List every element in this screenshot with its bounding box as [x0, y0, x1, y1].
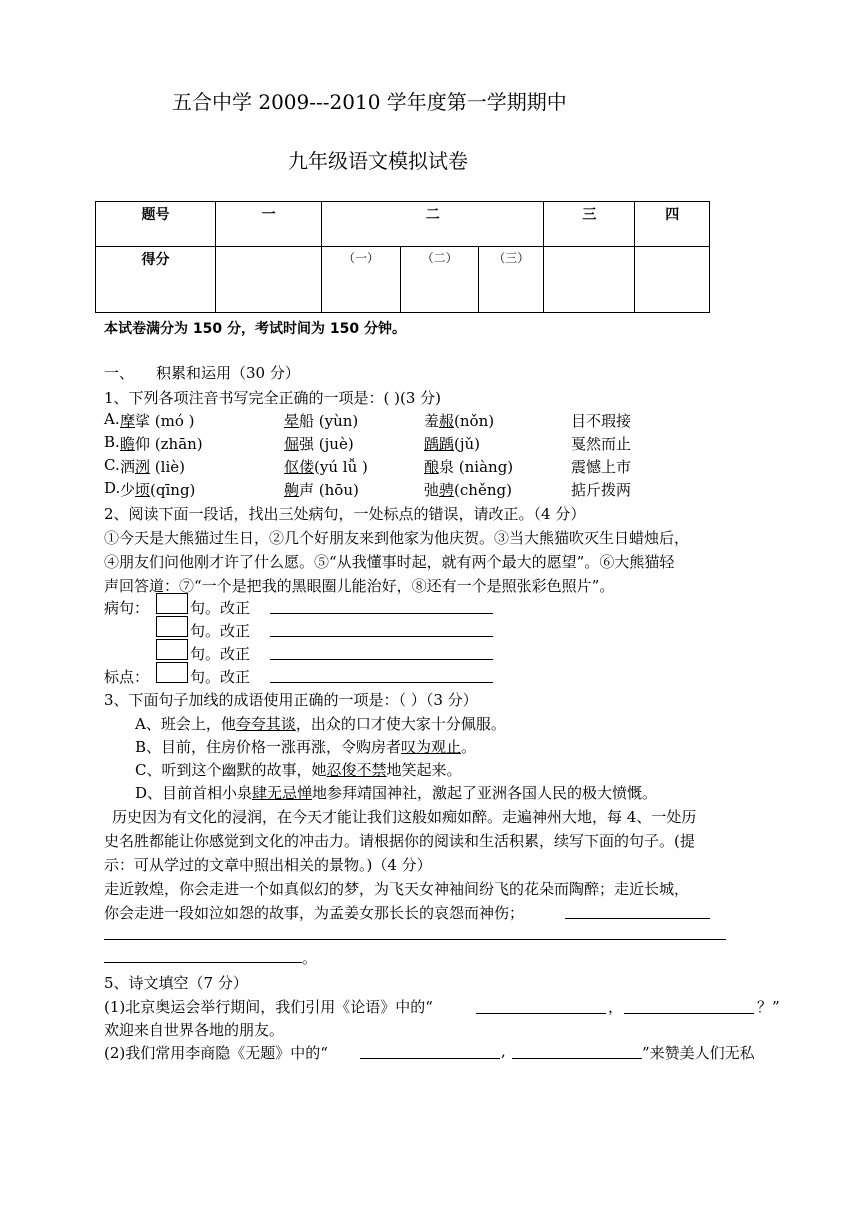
option-word-1: (qīng)	[150, 481, 196, 499]
option-text: 。	[461, 738, 477, 756]
underlined-char: 赧	[439, 412, 455, 430]
option-word-4: 震憾上市	[571, 458, 632, 476]
option-word-4: 目不瑕接	[571, 412, 632, 430]
q2-passage-line3: 声回答道：⑦“一个是把我的黑眼圈儿能治好，⑧还有一个是照张彩色照片”。	[104, 577, 615, 595]
q5-item2-blank-1[interactable]	[360, 1058, 500, 1059]
q2-fill-text: 句。改正	[190, 668, 251, 686]
q4-line4: 走近敦煌，你会走进一个如真似幻的梦，为飞天女神袖间纷飞的花朵而陶醉；走近长城，	[104, 880, 690, 898]
underlined-idiom: 夸夸其谈	[235, 715, 296, 733]
q4-line3: 示：可从学过的文章中照出相关的景物。)（4 分）	[104, 856, 432, 874]
underlined-char: 顷	[135, 481, 151, 499]
underlined-char: 摩	[120, 412, 136, 430]
underlined-char: 酿	[424, 458, 440, 476]
underlined-idiom: 忍俊不禁	[326, 761, 387, 779]
underlined-char: 晕	[284, 412, 300, 430]
option-text: D、目前首相小泉	[135, 784, 253, 802]
q4-answer-line-2[interactable]	[104, 939, 726, 940]
option-word-2: 船 (yùn)	[299, 412, 359, 430]
option-text: B、目前，住房价格一涨再涨，令购房者	[135, 738, 402, 756]
q5-item1-line2: 欢迎来自世界各地的朋友。	[104, 1021, 285, 1039]
underlined-char: 骋	[439, 481, 455, 499]
q5-item1-sep: ，	[608, 998, 624, 1016]
q3-stem: 3、下面句子加线的成语使用正确的一项是：（ ）（3 分）	[104, 691, 478, 709]
exam-title-line1: 五合中学 2009---2010 学年度第一学期期中	[172, 90, 567, 114]
option-label: A.	[104, 410, 120, 428]
underlined-idiom: 叹为观止	[401, 738, 462, 756]
q2-label-punctuation: 标点：	[104, 668, 150, 686]
option-text: ，出众的口才使大家十分佩服。	[295, 715, 506, 733]
q5-item1-end: ？”	[757, 998, 780, 1016]
q5-item1-blank-1[interactable]	[476, 1013, 606, 1014]
option-word-2: (yú lǚ )	[314, 458, 368, 476]
underlined-char: 瞻	[120, 435, 136, 453]
option-word-1-prefix: 少	[120, 481, 136, 499]
option-word-4: 戛然而止	[571, 435, 632, 453]
q3-option-a[interactable]	[135, 713, 506, 734]
q5-stem: 5、诗文填空（7 分）	[104, 974, 248, 992]
score-cell-section-4[interactable]	[635, 247, 710, 313]
score-cell-section-1[interactable]	[216, 247, 322, 313]
q5-item2-prefix: (2)我们常用李商隐《无题》中的“	[104, 1044, 328, 1062]
option-word-3-prefix: 羞	[424, 412, 440, 430]
q2-correction-line-4[interactable]	[270, 682, 493, 683]
q2-stem: 2、阅读下面一段话，找出三处病句，一处标点的错误，请改正。（4 分）	[104, 505, 586, 523]
q2-answer-box-4[interactable]	[156, 662, 188, 683]
score-cell-sub-2[interactable]: （二）	[400, 247, 479, 313]
q2-fill-text: 句。改正	[190, 645, 251, 663]
section1-heading: 积累和运用（30 分）	[156, 364, 300, 382]
q5-item1-prefix: (1)北京奥运会举行期间，我们引用《论语》中的“	[104, 998, 433, 1016]
score-cell-section-3[interactable]	[544, 247, 635, 313]
option-word-2: 强 (juè)	[299, 435, 354, 453]
underlined-char: 倔	[284, 435, 300, 453]
option-word-3: (chěng)	[454, 481, 512, 499]
option-text: 地笑起来。	[386, 761, 462, 779]
option-word-3-prefix: 弛	[424, 481, 440, 499]
q3-option-d[interactable]	[135, 782, 657, 803]
header-cell-section-4: 四	[635, 202, 710, 247]
score-cell-sub-3[interactable]: （三）	[479, 247, 544, 313]
q5-item2-end: ”来赞美人们无私	[642, 1044, 755, 1062]
q4-end-mark: 。	[302, 949, 318, 967]
underlined-char: 踽踽	[424, 435, 455, 453]
option-word-4: 掂斤拨两	[571, 481, 632, 499]
option-word-1: 挲 (mó )	[135, 412, 195, 430]
option-word-1: (liè)	[150, 458, 185, 476]
score-label-cell: 得分	[96, 247, 216, 313]
section1-number: 一、	[104, 364, 135, 382]
option-word-3: (nǒn)	[454, 412, 495, 430]
header-cell-section-1: 一	[216, 202, 322, 247]
q2-passage-line2: ④朋友们问他刚才许了什么愿。⑤“从我懂事时起，就有两个最大的愿望”。⑥大熊猫轻	[104, 553, 675, 571]
q5-item1-blank-2[interactable]	[624, 1013, 754, 1014]
exam-notice: 本试卷满分为 150 分，考试时间为 150 分钟。	[104, 321, 406, 337]
option-text: A、班会上，他	[135, 715, 236, 733]
score-table	[95, 201, 710, 313]
option-word-1: 仰 (zhān)	[135, 435, 203, 453]
underlined-idiom: 肆无忌惮	[252, 784, 313, 802]
q2-answer-box-2[interactable]	[156, 616, 188, 637]
q5-item2-sep: ,	[501, 1042, 506, 1060]
exam-title-line2: 九年级语文模拟试卷	[288, 149, 468, 173]
q4-line2: 史名胜都能让你感觉到文化的冲击力。请根据你的阅读和生活积累，续写下面的句子。(提	[104, 832, 695, 850]
header-cell-section-2: 二	[322, 202, 544, 247]
underlined-char: 齁	[284, 481, 300, 499]
option-label: C.	[104, 456, 120, 474]
q2-correction-line-3[interactable]	[270, 659, 493, 660]
q4-line5: 你会走进一段如泣如怨的故事，为孟姜女那长长的哀怨而神伤；	[104, 904, 525, 922]
q2-fill-text: 句。改正	[190, 622, 251, 640]
q1-stem: 1、下列各项注音书写完全正确的一项是：( )(3 分)	[104, 389, 442, 407]
option-word-1-prefix: 洒	[120, 458, 136, 476]
option-word-3: 泉 (niàng)	[439, 458, 514, 476]
q2-correction-line-2[interactable]	[270, 636, 493, 637]
q4-answer-line-1[interactable]	[565, 918, 710, 919]
q2-answer-box-1[interactable]	[156, 593, 188, 614]
header-cell-section-3: 三	[544, 202, 635, 247]
header-cell-question: 题号	[96, 202, 216, 247]
q2-passage-line1: ①今天是大熊猫过生日，②几个好朋友来到他家为他庆贺。③当大熊猫吹灭生日蜡烛后，	[104, 529, 690, 547]
underlined-char: 洌	[135, 458, 151, 476]
score-cell-sub-1[interactable]: （一）	[322, 247, 401, 313]
option-label: D.	[104, 479, 121, 497]
q4-line1: 历史因为有文化的浸润，在今天才能让我们这般如痴如醉。走遍神州大地，每 4、一处历	[112, 808, 697, 826]
q2-fill-text: 句。改正	[190, 599, 251, 617]
option-word-2: 声 (hōu)	[299, 481, 359, 499]
q3-option-b[interactable]	[135, 736, 476, 757]
option-text: 地参拜靖国神社，激起了亚洲各国人民的极大愤慨。	[312, 784, 658, 802]
q2-correction-line-1[interactable]	[270, 613, 493, 614]
q3-option-c[interactable]	[135, 759, 462, 780]
q4-answer-line-3[interactable]	[104, 962, 302, 963]
q2-label-sick-sentence: 病句：	[104, 599, 150, 617]
option-word-3: (jǔ)	[454, 435, 481, 453]
option-label: B.	[104, 433, 120, 451]
option-text: C、听到这个幽默的故事，她	[135, 761, 327, 779]
q2-answer-box-3[interactable]	[156, 639, 188, 660]
underlined-char: 伛偻	[284, 458, 315, 476]
q5-item2-blank-2[interactable]	[512, 1058, 642, 1059]
